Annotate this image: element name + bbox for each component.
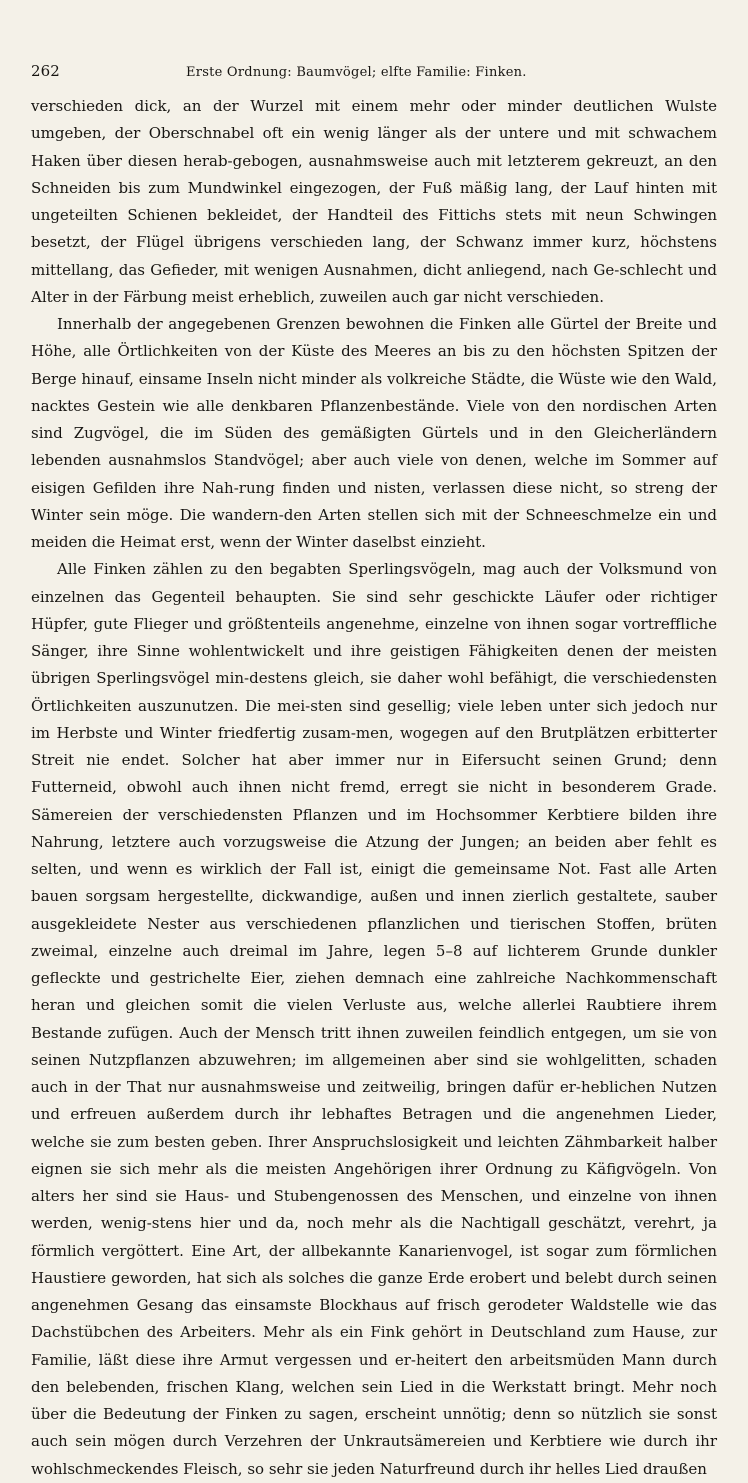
running-head: Erste Ordnung: Baumvögel; elfte Familie: Finken. — [186, 65, 527, 80]
paragraph-continuation: verschieden dick, an der Wurzel mit einem mehr oder minder deutlichen Wulste umgeben, der Oberschnabel oft ein wenig länger als der untere und mit schwachem Haken über diesen herab-gebogen, ausnahmsweise auch mit letzterem gekreuzt, an den Schneiden bis zum Mundwinkel eingezogen, der Fuß mäßig lang, der Lauf hinten mit ungeteilten Schienen bekleidet, der Handteil des Fittichs stets mit neun Schwingen besetzt, der Flügel übrigens verschieden lang, der Schwanz immer kurz, höchstens mittellang, das Gefieder, mit wenigen Ausnahmen, dicht anliegend, nach Ge-schlecht und Alter in der Färbung meist erheblich, zuweilen auch gar nicht verschieden. — [31, 97, 717, 306]
page-number: 262 — [31, 62, 60, 80]
paragraph-habitat: Innerhalb der angegebenen Grenzen bewohnen die Finken alle Gürtel der Breite und Höhe, alle Örtlichkeiten von der Küste des Meeres an bis zu den höchsten Spitzen der Berge hinauf, einsame Inseln nicht minder als volkreiche Städte, die Wüste wie den Wald, nacktes Gestein wie alle denkbaren Pflanzenbestände. Viele von den nordischen Arten sind Zugvögel, die im Süden des gemäßigten Gürtels und in den Gleicherländern lebenden ausnahmslos Standvögel; aber auch viele von denen, welche im Sommer auf eisigen Gefilden ihre Nah-rung finden und nisten, verlassen diese nicht, so streng der Winter sein möge. Die wandern-den Arten stellen sich mit der Schneeschmelze ein und meiden die Heimat erst, wenn der Winter daselbst einzieht. — [31, 315, 717, 551]
body-text — [31, 93, 717, 1483]
paragraph-behavior: Alle Finken zählen zu den begabten Sperlingsvögeln, mag auch der Volksmund von einzelnen das Gegenteil behaupten. Sie sind sehr geschickte Läufer oder richtiger Hüpfer, gute Flieger und größtenteils angenehme, einzelne von ihnen sogar vortreffliche Sänger, ihre Sinne wohlentwickelt und ihre geistigen Fähigkeiten denen der meisten übrigen Sperlingsvögel min-destens gleich, sie daher wohl befähigt, die verschiedensten Örtlichkeiten auszunutzen. Die mei-sten sind gesellig; viele leben unter sich jedoch nur im Herbste und Winter friedfertig zusam-men, wogegen auf den Brutplätzen erbitterter Streit nie endet. Solcher hat aber immer nur in Eifersucht seinen Grund; denn Futterneid, obwohl auch ihnen nicht fremd, erregt sie nicht in besonderem Grade. Sämereien der verschiedensten Pflanzen und im Hochsommer Kerbtiere bilden ihre Nahrung, letztere auch vorzugsweise die Atzung der Jungen; an beiden aber fehlt es selten, und wenn es wirklich der Fall ist, einigt die gemeinsame Not. Fast alle Arten bauen sorgsam hergestellte, dickwandige, außen und innen zierlich gestaltete, sauber ausgekleidete Nester aus verschiedenen pflanzlichen und tierischen Stoffen, brüten zweimal, einzelne auch dreimal im Jahre, legen 5–8 auf lichterem Grunde dunkler gefleckte und gestrichelte Eier, ziehen demnach eine zahlreiche Nachkommenschaft heran und gleichen somit die vielen Verluste aus, welche allerlei Raubtiere ihrem Bestande zufügen. Auch der Mensch tritt ihnen zuweilen feindlich entgegen, um sie von seinen Nutzpflanzen abzuwehren; im allgemeinen aber sind sie wohlgelitten, schaden auch in der That nur ausnahmsweise und zeitweilig, bringen dafür er-heblichen Nutzen und erfreuen außerdem durch ihr lebhaftes Betragen und die angenehmen Lieder, welche sie zum besten geben. Ihrer Anspruchslosigkeit und leichten Zähmbarkeit halber eignen sie sich mehr als die meisten Angehörigen ihrer Ordnung zu Käfigvögeln. Von alters her sind sie Haus- und Stubengenossen des Menschen, und einzelne von ihnen werden, wenig-stens hier und da, noch mehr als die Nachtigall geschätzt, verehrt, ja förmlich vergöttert. Eine Art, der allbekannte Kanarienvogel, ist sogar zum förmlichen Haustiere geworden, hat sich als solches die ganze Erde erobert und belebt durch seinen angenehmen Gesang das einsamste Blockhaus auf frisch gerodeter Waldstelle wie das Dachstübchen des Arbeiters. Mehr als ein Fink gehört in Deutschland zum Hause, zur Familie, läßt diese ihre Armut vergessen und er-heitert den arbeitsmüden Mann durch den belebenden, frischen Klang, welchen sein Lied in die Werkstatt bringt. Mehr noch über die Bedeutung der Finken zu sagen, erscheint unnötig; denn so nützlich sie sonst auch sein mögen durch Verzehren der Unkrautsämereien und Kerbtiere wie durch ihr wohlschmeckendes Fleisch, so sehr sie jeden Naturfreund durch ihr helles Lied draußen — [31, 560, 717, 1478]
page-header — [31, 62, 717, 86]
